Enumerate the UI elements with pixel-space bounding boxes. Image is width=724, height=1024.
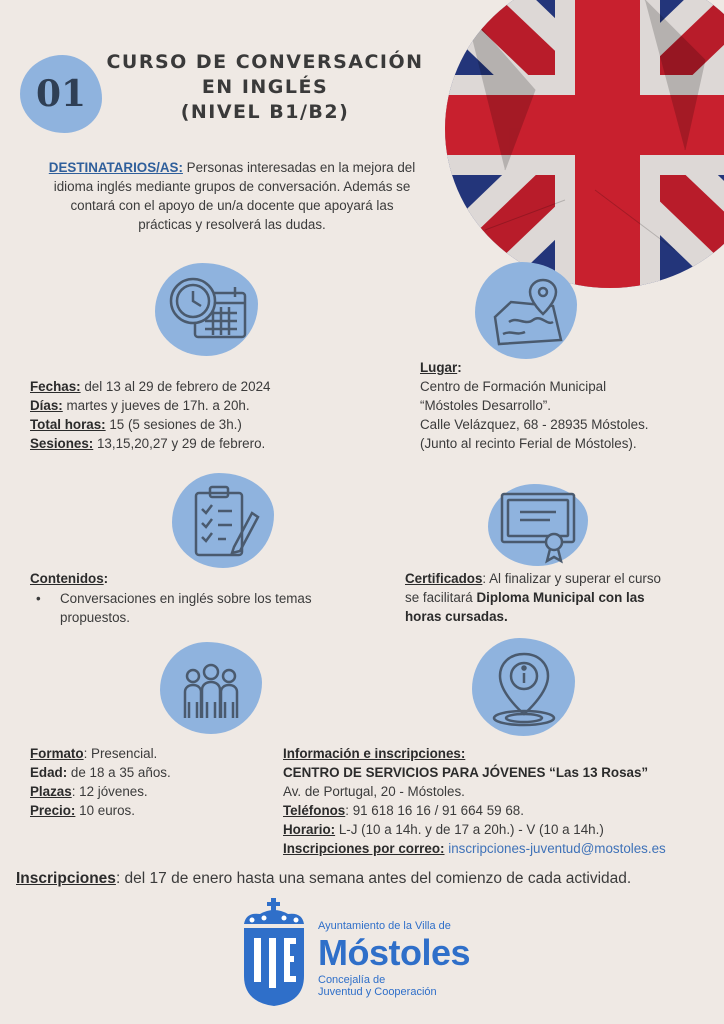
horario-label: Horario: (283, 822, 336, 837)
course-title (100, 50, 430, 125)
sesiones-label: Sesiones: (30, 436, 94, 451)
logo-text (318, 920, 498, 998)
inscripciones-text: : del 17 de enero hasta una semana antes del comienzo de cada actividad. (115, 870, 632, 887)
logo-line: Concejalía de (318, 974, 386, 986)
formato-value: : Presencial. (83, 746, 158, 761)
people-group-icon (160, 642, 262, 734)
telefonos-value: : 91 618 16 16 / 91 664 59 68. (345, 803, 524, 818)
inscripciones-label: Inscripciones (16, 870, 116, 887)
logo-name: Móstoles (318, 932, 471, 973)
lugar-line: “Móstoles Desarrollo”. (420, 398, 551, 413)
logo-line: Juventud y Cooperación (318, 986, 437, 998)
lugar-line: Centro de Formación Municipal (420, 379, 607, 394)
certificate-icon (488, 484, 588, 566)
dias-label: Días: (30, 398, 63, 413)
inscripciones-footer (16, 870, 716, 888)
calendar-clock-icon (155, 263, 258, 356)
horas-value: 15 (5 sesiones de 3h.) (105, 417, 242, 432)
lugar-line: (Junto al recinto Ferial de Móstoles). (420, 436, 637, 451)
certificados-block (405, 569, 710, 626)
course-number: 01 (20, 55, 102, 133)
fechas-block (30, 377, 370, 453)
mostoles-crest-logo (240, 898, 308, 1008)
dias-value: martes y jueves de 17h. a 20h. (62, 398, 250, 413)
edad-value: de 18 a 35 años. (67, 765, 171, 780)
title-line: (NIVEL B1/B2) (180, 101, 350, 123)
lugar-colon: : (457, 360, 462, 375)
intro-paragraph (22, 158, 442, 234)
certificados-bold: Diploma Municipal con las (476, 590, 645, 605)
horas-label: Total horas: (30, 417, 106, 432)
certificados-text: se facilitará (405, 590, 477, 605)
clipboard-checklist-icon (172, 473, 274, 568)
plazas-label: Plazas (30, 784, 72, 799)
correo-label: Inscripciones por correo: (283, 841, 445, 856)
intro-text: contará con el apoyo de un/a docente que apoyará las (70, 198, 394, 213)
uk-flag-image (445, 0, 724, 288)
lugar-label: Lugar (420, 360, 458, 375)
fechas-label: Fechas: (30, 379, 81, 394)
precio-value: 10 euros. (75, 803, 135, 818)
intro-text: prácticas y resolverá las dudas. (138, 217, 326, 232)
map-pin-icon (475, 262, 577, 359)
contenidos-colon: : (103, 571, 109, 586)
info-label: Información e inscripciones: (283, 746, 466, 761)
fechas-value: del 13 al 29 de febrero de 2024 (80, 379, 271, 394)
precio-label: Precio: (30, 803, 76, 818)
email-link[interactable]: inscripciones-juventud@mostoles.es (448, 841, 666, 856)
horario-value: L-J (10 a 14h. y de 17 a 20h.) - V (10 a 14h.) (335, 822, 604, 837)
logo-line: Ayuntamiento de la Villa de (318, 920, 451, 932)
title-line: CURSO DE CONVERSACIÓN (106, 51, 424, 73)
lugar-line: Calle Velázquez, 68 - 28935 Móstoles. (420, 417, 649, 432)
plazas-value: : 12 jóvenes. (71, 784, 148, 799)
info-location-icon (472, 638, 575, 736)
edad-label: Edad: (30, 765, 68, 780)
bullet: • (36, 591, 41, 606)
certificados-label: Certificados (405, 571, 483, 586)
formato-label: Formato (30, 746, 84, 761)
info-block (283, 744, 715, 858)
info-address: Av. de Portugal, 20 - Móstoles. (283, 784, 465, 799)
certificados-bold: horas cursadas. (405, 609, 508, 624)
contenidos-label: Contenidos (30, 571, 104, 586)
info-center: CENTRO DE SERVICIOS PARA JÓVENES “Las 13 Rosas” (283, 765, 649, 780)
intro-text: idioma inglés mediante grupos de conversación. Además se (53, 179, 411, 194)
contenidos-item: Conversaciones en inglés sobre los temas (60, 591, 312, 606)
intro-text: Personas interesadas en la mejora del (186, 160, 416, 175)
list-item (30, 589, 380, 627)
formato-block (30, 744, 270, 820)
contenidos-item: propuestos. (60, 610, 130, 625)
destinatarios-label: DESTINATARIOS/AS: (48, 160, 183, 175)
contenidos-block (30, 569, 380, 627)
telefonos-label: Teléfonos (283, 803, 346, 818)
sesiones-value: 13,15,20,27 y 29 de febrero. (93, 436, 266, 451)
title-line: EN INGLÉS (201, 76, 329, 98)
lugar-block (420, 358, 710, 453)
certificados-text: : Al finalizar y superar el curso (482, 571, 662, 586)
